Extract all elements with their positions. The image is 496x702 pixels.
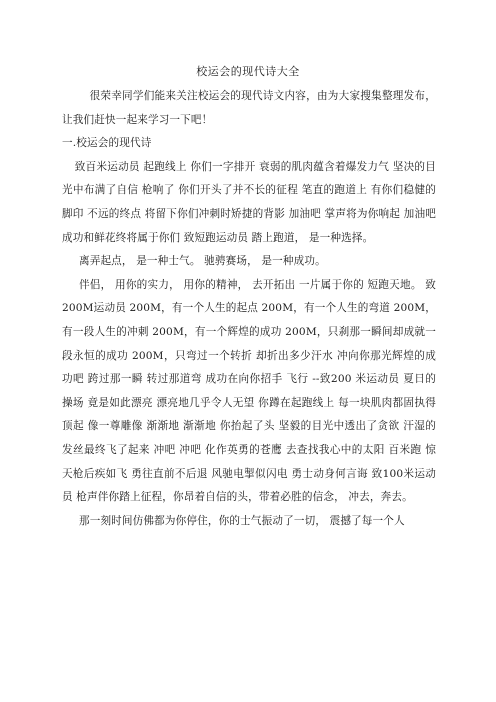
document-title: 校运会的现代诗大全 xyxy=(196,65,300,78)
poem-paragraph-1: 致百米运动员 起跑线上 你们一字排开 衰弱的肌肉蕴含着爆发力气 坚决的目光中布满了自信 枪响了 你们开头了并不长的征程 笔直的跑道上 有你们稳健的脚印 不远的终点 将留下你们冲刺时矫捷的背影 加油吧 掌声将为你响起 加油吧 成功和鲜花终将属于你们 致短跑运动员 踏上跑道， 是一种选择。 xyxy=(62,160,436,244)
poem-paragraph-2: 离弄起点， 是一种士气。 驰骋赛场， 是一种成功。 xyxy=(78,255,326,268)
intro-paragraph: 很荣幸同学们能来关注校运会的现代诗文内容，由为大家搜集整理发布，让我们赶快一起来学习一下吧！ xyxy=(62,90,436,126)
poem-paragraph-4: 那一刻时间仿佛都为你停住，你的士气振动了一切， 震撼了每一个人 xyxy=(78,514,405,527)
document-body xyxy=(62,85,436,533)
poem-paragraph-3: 伴侣， 用你的实力， 用你的精神， 去开拓出 一片属于你的 短跑天地。 致200M运动员 200M，有一个人生的起点 200M，有一个人生的弯道 200M，有一段人生的冲刺 200M，有一个辉煌的成功 200M，只刹那一瞬间却成就一段永恒的成功 200M，只弯过一个转折 却折出多少汗水 冲向你那光辉煌的成功吧 跨过那一瞬 转过那道弯 成功在向你招手 飞行 --致200 米运动员 夏日的操场 竟是如此漂亮 漂亮地几乎令人无望 你蹲在起跑线上 每一块肌肉都固执得顶起 像一尊雕像 渐渐地 渐渐地 你抬起了头 坚毅的目光中透出了贪欲 汗湿的发丝最终飞了起来 冲吧 冲吧 化作英勇的苍鹰 去查找我心中的太阳 百米跑 惊天枪后疾如飞 勇往直前不后退 风驰电掣似闪电 勇士动身何言诲 致100米运动员 枪声伴你踏上征程，你昂着自信的头，带着必胜的信念， 冲去，奔去。 xyxy=(62,278,436,504)
section-heading: 一.校运会的现代诗 xyxy=(62,137,152,150)
